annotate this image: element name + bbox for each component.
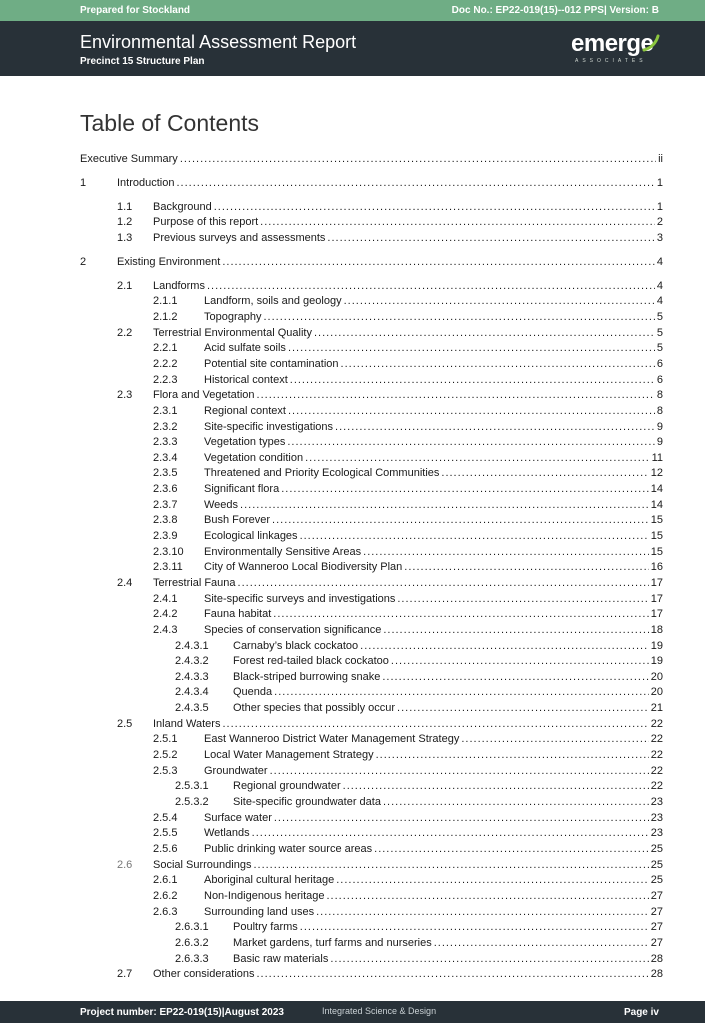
toc-entry-title: Significant flora [204, 483, 280, 495]
toc-entry[interactable] [80, 215, 663, 230]
toc-entry-number: 1.3 [117, 232, 133, 244]
toc-entry-title: Purpose of this report [153, 216, 259, 228]
toc-entry-number: 2.6.3.1 [175, 921, 209, 933]
toc-dot-leader [461, 732, 648, 747]
toc-entry-number: 2.3.7 [153, 499, 178, 511]
toc-entry-number: 2.4.3.3 [175, 671, 209, 683]
toc-entry-title: Vegetation types [204, 436, 286, 448]
toc-dot-leader [330, 952, 648, 967]
toc-entry[interactable] [80, 952, 663, 967]
toc-entry-page: 9 [656, 421, 663, 433]
top-bar [0, 0, 705, 21]
toc-entry[interactable] [80, 545, 663, 560]
toc-entry-page: 23 [650, 827, 663, 839]
toc-dot-leader [240, 498, 649, 513]
toc-entry[interactable] [80, 858, 663, 873]
toc-entry-page: 4 [656, 256, 663, 268]
report-header [0, 21, 705, 76]
toc-dot-leader [441, 466, 648, 481]
toc-entry-page: 19 [650, 655, 663, 667]
toc-dot-leader [305, 451, 649, 466]
toc-entry-number: 2.5.6 [153, 843, 178, 855]
toc-entry[interactable] [80, 294, 663, 309]
toc-entry-number: 2.6 [117, 859, 133, 871]
toc-entry-title: Landforms [153, 280, 205, 292]
toc-entry[interactable] [80, 388, 663, 403]
toc-dot-leader [176, 176, 654, 191]
toc-entry-number: 2.5.3.1 [175, 780, 209, 792]
toc-dot-leader [180, 152, 656, 167]
toc-entry-page: 23 [650, 812, 663, 824]
toc-dot-leader [281, 482, 649, 497]
toc-entry-number: 2.3.4 [153, 452, 178, 464]
toc-entry[interactable] [80, 811, 663, 826]
toc-entry-title: Previous surveys and assessments [153, 232, 326, 244]
toc-entry-page: 1 [656, 177, 663, 189]
toc-entry-number: 2.1 [117, 280, 133, 292]
toc-entry-page: 27 [650, 921, 663, 933]
toc-entry[interactable] [80, 967, 663, 982]
toc-entry[interactable] [80, 482, 663, 497]
toc-dot-leader [272, 513, 649, 528]
toc-dot-leader [344, 294, 655, 309]
toc-dot-leader [238, 576, 649, 591]
toc-dot-leader [252, 826, 649, 841]
toc-dot-leader [300, 920, 649, 935]
toc-entry-page: 17 [650, 608, 663, 620]
page-number: Page iv [623, 1006, 659, 1018]
toc-entry-number: 2.3.8 [153, 514, 178, 526]
toc-dot-leader [274, 685, 649, 700]
toc-entry-title: Background [153, 201, 212, 213]
toc-entry-title: East Wanneroo District Water Management Strategy [204, 733, 460, 745]
toc-entry-number: 2.7 [117, 968, 133, 980]
toc-dot-leader [314, 326, 655, 341]
toc-entry[interactable] [80, 592, 663, 607]
toc-entry-title: Local Water Management Strategy [204, 749, 374, 761]
toc-entry-title: Market gardens, turf farms and nurseries [233, 937, 432, 949]
toc-entry-page: 25 [650, 859, 663, 871]
emerge-logo [571, 30, 661, 66]
toc-entry[interactable] [80, 779, 663, 794]
toc-entry[interactable] [80, 310, 663, 325]
toc-entry-number: 2.6.2 [153, 890, 178, 902]
toc-entry-number: 2.1.2 [153, 311, 178, 323]
toc-entry[interactable] [80, 404, 663, 419]
toc-dot-leader [327, 231, 654, 246]
toc-entry-number: 2.3.3 [153, 436, 178, 448]
toc-entry-number: 2.4.3.1 [175, 640, 209, 652]
toc-entry[interactable] [80, 326, 663, 341]
toc-entry-page: 4 [656, 280, 663, 292]
toc-entry-title: Landform, soils and geology [204, 295, 342, 307]
toc-dot-leader [383, 795, 649, 810]
toc-entry-page: 14 [650, 483, 663, 495]
toc-entry[interactable] [80, 717, 663, 732]
toc-entry[interactable] [80, 152, 663, 167]
toc-entry[interactable] [80, 889, 663, 904]
toc-entry-page: 5 [656, 311, 663, 323]
toc-dot-leader [360, 639, 649, 654]
toc-entry-title: Historical context [204, 374, 288, 386]
logo-subtext: ASSOCIATES [575, 58, 647, 64]
toc-entry-page: 27 [650, 890, 663, 902]
toc-entry[interactable] [80, 373, 663, 388]
toc-entry-page: 8 [656, 389, 663, 401]
toc-entry[interactable] [80, 529, 663, 544]
toc-entry-page: 23 [650, 796, 663, 808]
toc-entry-number: 2.1.1 [153, 295, 178, 307]
toc-entry-page: 28 [650, 968, 663, 980]
toc-entry[interactable] [80, 826, 663, 841]
toc-entry-number: 2.6.1 [153, 874, 178, 886]
toc-entry-page: 9 [656, 436, 663, 448]
toc-entry-page: 22 [650, 780, 663, 792]
toc-entry-page: 11 [651, 452, 663, 464]
toc-dot-leader [316, 905, 649, 920]
toc-dot-leader [273, 607, 648, 622]
toc-entry[interactable] [80, 513, 663, 528]
toc-entry-number: 2.5.1 [153, 733, 178, 745]
toc-entry-title: Surrounding land uses [204, 906, 315, 918]
logo-wordmark: emerge [571, 30, 654, 57]
toc-entry-number: 2.3.2 [153, 421, 178, 433]
toc-entry-number: 2.4.3.5 [175, 702, 209, 714]
toc-entry-title: Site-specific surveys and investigations [204, 593, 396, 605]
toc-entry-title: Existing Environment [117, 256, 221, 268]
toc-entry-page: 28 [650, 953, 663, 965]
toc-entry-title: Wetlands [204, 827, 250, 839]
toc-entry[interactable] [80, 255, 663, 270]
toc-entry-page: 1 [656, 201, 663, 213]
toc-entry-page: 20 [650, 671, 663, 683]
toc-dot-leader [274, 811, 649, 826]
toc-dot-leader [260, 215, 655, 230]
toc-entry-number: 1.1 [117, 201, 133, 213]
toc-entry-title: Weeds [204, 499, 239, 511]
toc-entry-title: Inland Waters [153, 718, 221, 730]
toc-dot-leader [264, 310, 655, 325]
toc-entry-number: 2.6.3.3 [175, 953, 209, 965]
toc-dot-leader [397, 701, 649, 716]
toc-entry-page: 20 [650, 686, 663, 698]
toc-entry-title: Fauna habitat [204, 608, 272, 620]
toc-entry-title: Acid sulfate soils [204, 342, 286, 354]
toc-entry-page: 22 [650, 733, 663, 745]
toc-entry-title: Quenda [233, 686, 273, 698]
toc-entry-number: 2.4.3 [153, 624, 178, 636]
toc-entry-number: 2.3 [117, 389, 133, 401]
toc-dot-leader [290, 373, 655, 388]
toc-entry-title: Social Surroundings [153, 859, 252, 871]
toc-entry-title: Public drinking water source areas [204, 843, 373, 855]
toc-entry[interactable] [80, 654, 663, 669]
toc-entry-title: Terrestrial Fauna [153, 577, 236, 589]
toc-dot-leader [374, 842, 649, 857]
logo-swoosh-icon [641, 34, 661, 54]
toc-entry-number: 1 [80, 177, 87, 189]
toc-entry-number: 2.4.3.2 [175, 655, 209, 667]
toc-entry-page: 3 [656, 232, 663, 244]
toc-entry-number: 2.3.6 [153, 483, 178, 495]
toc-entry-number: 2.4.3.4 [175, 686, 209, 698]
toc-dot-leader [207, 279, 655, 294]
toc-entry[interactable] [80, 420, 663, 435]
toc-entry-title: Threatened and Priority Ecological Communities [204, 467, 440, 479]
toc-entry[interactable] [80, 451, 663, 466]
toc-entry[interactable] [80, 341, 663, 356]
toc-entry-title: Non-Indigenous heritage [204, 890, 325, 902]
toc-entry-title: Site-specific investigations [204, 421, 334, 433]
toc-dot-leader [343, 779, 649, 794]
toc-entry-title: Executive Summary [80, 153, 178, 165]
toc-entry-number: 2.2.1 [153, 342, 178, 354]
toc-entry-page: 6 [656, 374, 663, 386]
toc-entry-page: 15 [650, 530, 663, 542]
toc-entry[interactable] [80, 498, 663, 513]
toc-entry-title: Bush Forever [204, 514, 271, 526]
toc-entry-title: Groundwater [204, 765, 268, 777]
toc-entry-title: City of Wanneroo Local Biodiversity Plan [204, 561, 403, 573]
toc-entry[interactable] [80, 685, 663, 700]
page-footer [0, 1001, 705, 1023]
toc-dot-leader [404, 560, 648, 575]
toc-entry-page: 15 [650, 546, 663, 558]
toc-entry-title: Carnaby’s black cockatoo [233, 640, 359, 652]
toc-dot-leader [253, 858, 648, 873]
toc-dot-leader [383, 623, 648, 638]
toc-dot-leader [363, 545, 649, 560]
toc-entry[interactable] [80, 231, 663, 246]
toc-entry-page: 4 [656, 295, 663, 307]
toc-dot-leader [300, 529, 649, 544]
toc-entry-title: Aboriginal cultural heritage [204, 874, 335, 886]
toc-entry-number: 2.5.5 [153, 827, 178, 839]
toc-entry-number: 2.5 [117, 718, 133, 730]
toc-entry-title: Poultry farms [233, 921, 298, 933]
toc-entry-number: 2.6.3.2 [175, 937, 209, 949]
toc-entry-title: Black-striped burrowing snake [233, 671, 381, 683]
toc-entry-title: Regional context [204, 405, 286, 417]
toc-entry[interactable] [80, 639, 663, 654]
toc-entry-page: 27 [650, 906, 663, 918]
toc-dot-leader [434, 936, 649, 951]
toc-entry[interactable] [80, 920, 663, 935]
toc-entry-title: Environmentally Sensitive Areas [204, 546, 362, 558]
doc-number: Doc No.: EP22-019(15)--012 PPS| Version: B [451, 5, 659, 16]
toc-entry-number: 2.4.2 [153, 608, 178, 620]
toc-entry[interactable] [80, 748, 663, 763]
toc-entry-number: 2.5.2 [153, 749, 178, 761]
toc-entry-number: 2.4 [117, 577, 133, 589]
footer-tagline: Integrated Science & Design [322, 1006, 437, 1016]
toc-entry[interactable] [80, 795, 663, 810]
toc-entry-number: 2.3.1 [153, 405, 178, 417]
toc-entry-page: 18 [650, 624, 663, 636]
toc-entry[interactable] [80, 905, 663, 920]
toc-entry[interactable] [80, 764, 663, 779]
toc-dot-leader [287, 435, 655, 450]
toc-entry-page: 22 [650, 718, 663, 730]
toc-entry[interactable] [80, 176, 663, 191]
toc-entry[interactable] [80, 357, 663, 372]
toc-entry-title: Surface water [204, 812, 272, 824]
toc-dot-leader [288, 404, 655, 419]
toc-entry[interactable] [80, 842, 663, 857]
toc-entry-page: 19 [650, 640, 663, 652]
toc-entry-number: 2.5.3 [153, 765, 178, 777]
toc-entry[interactable] [80, 466, 663, 481]
toc-dot-leader [270, 764, 649, 779]
toc-entry[interactable] [80, 435, 663, 450]
toc-entry-page: 22 [650, 765, 663, 777]
toc-entry-page: 27 [650, 937, 663, 949]
toc-entry-page: 17 [650, 577, 663, 589]
toc-entry[interactable] [80, 560, 663, 575]
toc-dot-leader [335, 420, 655, 435]
toc-entry[interactable] [80, 873, 663, 888]
toc-dot-leader [382, 670, 648, 685]
toc-dot-leader [336, 873, 649, 888]
toc-entry-number: 2.3.11 [153, 561, 183, 573]
toc-entry-number: 2.3.9 [153, 530, 178, 542]
toc-entry-number: 2.2.3 [153, 374, 178, 386]
toc-entry[interactable] [80, 576, 663, 591]
project-number: Project number: EP22-019(15)|August 2023 [80, 1006, 284, 1018]
toc-entry-page: 25 [650, 843, 663, 855]
toc-dot-leader [391, 654, 649, 669]
toc-entry-page: ii [658, 153, 663, 165]
toc-dot-leader [257, 388, 655, 403]
report-title: Environmental Assessment Report [80, 32, 357, 52]
toc-dot-leader [214, 200, 655, 215]
toc-entry[interactable] [80, 200, 663, 215]
toc-entry-page: 5 [656, 342, 663, 354]
toc-entry-page: 14 [650, 499, 663, 511]
toc-entry[interactable] [80, 732, 663, 747]
toc-dot-leader [257, 967, 649, 982]
toc-entry-page: 16 [650, 561, 663, 573]
toc-entry-title: Introduction [117, 177, 175, 189]
toc-entry-title: Basic raw materials [233, 953, 329, 965]
toc-entry-title: Forest red-tailed black cockatoo [233, 655, 389, 667]
toc-entry[interactable] [80, 936, 663, 951]
toc-entry[interactable] [80, 607, 663, 622]
toc-entry-title: Terrestrial Environmental Quality [153, 327, 312, 339]
toc-entry-page: 8 [656, 405, 663, 417]
toc-entry-number: 2.3.10 [153, 546, 184, 558]
toc-entry[interactable] [80, 279, 663, 294]
toc-entry-number: 2.5.4 [153, 812, 178, 824]
toc-dot-leader [222, 717, 648, 732]
toc-dot-leader [222, 255, 655, 270]
toc-entry-number: 2.2.2 [153, 358, 178, 370]
toc-entry-title: Regional groundwater [233, 780, 341, 792]
toc-entry-number: 2.4.1 [153, 593, 178, 605]
toc-entry-page: 25 [650, 874, 663, 886]
toc-entry-number: 2 [80, 256, 87, 268]
toc-entry-page: 22 [650, 749, 663, 761]
toc-entry-number: 2.5.3.2 [175, 796, 209, 808]
toc-entry-title: Species of conservation significance [204, 624, 382, 636]
toc-dot-leader [326, 889, 648, 904]
toc-entry-page: 6 [656, 358, 663, 370]
toc-entry-title: Other considerations [153, 968, 255, 980]
page-title: Table of Contents [80, 110, 260, 136]
toc-dot-leader [341, 357, 655, 372]
toc-dot-leader [376, 748, 649, 763]
toc-entry-title: Ecological linkages [204, 530, 298, 542]
toc-entry-title: Topography [204, 311, 262, 323]
toc-entry-title: Vegetation condition [204, 452, 304, 464]
prepared-for: Prepared for Stockland [80, 5, 191, 16]
toc-entry-number: 1.2 [117, 216, 133, 228]
toc-entry[interactable] [80, 623, 663, 638]
toc-entry-page: 5 [656, 327, 663, 339]
toc-dot-leader [397, 592, 648, 607]
toc-entry-title: Site-specific groundwater data [233, 796, 381, 808]
toc-entry-number: 2.3.5 [153, 467, 178, 479]
toc-entry-number: 2.2 [117, 327, 133, 339]
toc-entry[interactable] [80, 701, 663, 716]
toc-entry-page: 12 [650, 467, 663, 479]
report-subtitle: Precinct 15 Structure Plan [80, 56, 205, 67]
toc-entry-page: 17 [650, 593, 663, 605]
toc-entry[interactable] [80, 670, 663, 685]
toc-entry-number: 2.6.3 [153, 906, 178, 918]
toc-entry-title: Other species that possibly occur [233, 702, 396, 714]
toc-entry-title: Flora and Vegetation [153, 389, 255, 401]
toc-dot-leader [288, 341, 655, 356]
toc-entry-page: 21 [650, 702, 663, 714]
toc-entry-title: Potential site contamination [204, 358, 339, 370]
toc-entry-page: 15 [650, 514, 663, 526]
toc-entry-page: 2 [656, 216, 663, 228]
